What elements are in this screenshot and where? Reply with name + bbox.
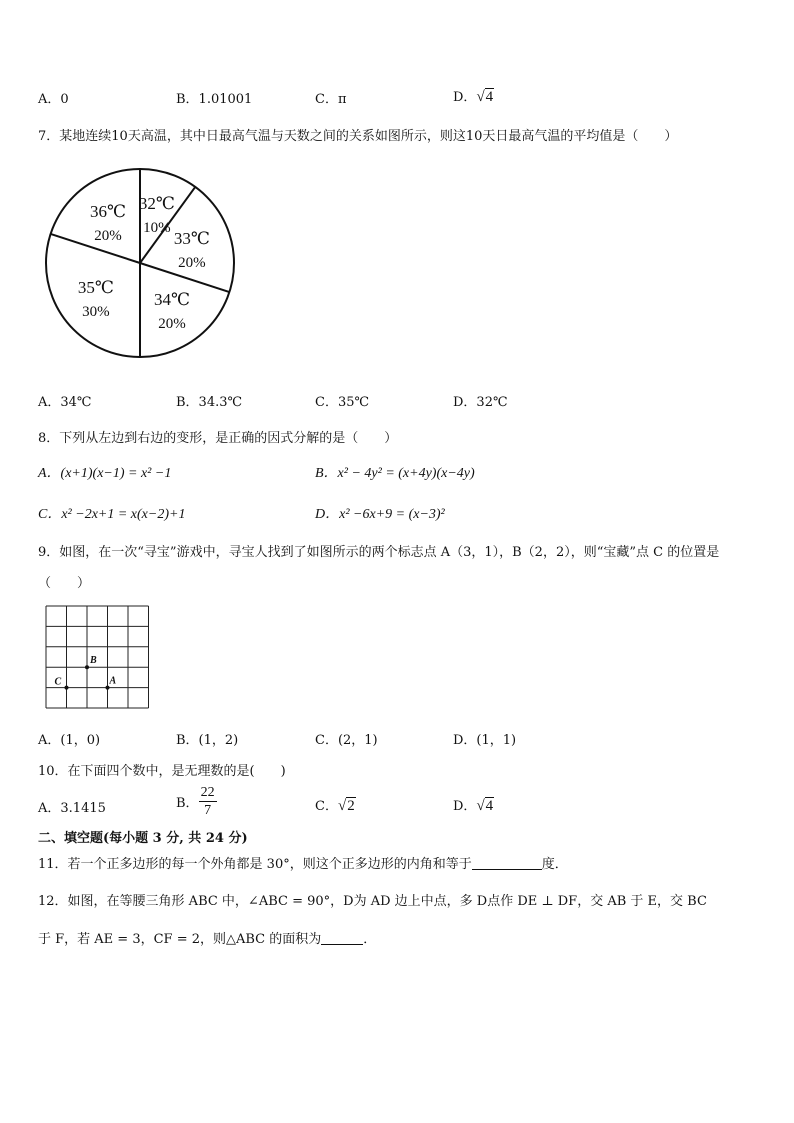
q6-option-d: D．√4 — [453, 89, 494, 105]
grid-point-label: C — [54, 676, 62, 688]
q7-option-b: B．34.3℃ — [176, 395, 243, 410]
grid-point-b — [85, 665, 89, 669]
q9-option-d: D．(1，1) — [453, 733, 517, 748]
q7-stem: 7．某地连续10天高温，其中日最高气温与天数之间的关系如图所示，则这10天日最高气温的平均值是（ ） — [38, 129, 678, 144]
pie-slice-percent: 20% — [94, 227, 122, 244]
q10-option-b: B． $\frac{22}{7}$ — [176, 785, 215, 818]
q6-option-b: B．1.01001 — [176, 92, 253, 107]
pie-slice-percent: 30% — [82, 304, 110, 321]
q10-option-c: C．√2 — [315, 798, 355, 814]
q6-option-c: C．π — [315, 92, 347, 107]
q7-option-d: D．32℃ — [453, 395, 508, 410]
q12-line2: 于 F，若 AE = 3，CF = 2，则△ABC 的面积为 ． — [38, 932, 377, 947]
q12-answer-blank — [321, 944, 363, 945]
pie-slice-label: 34℃ — [154, 290, 191, 310]
q10-option-a: A．3.1415 — [38, 801, 106, 816]
pie-slice-label: 35℃ — [77, 278, 114, 298]
grid-point-label: B — [90, 655, 97, 667]
q8-stem: 8．下列从左边到右边的变形，是正确的因式分解的是（ ） — [38, 431, 398, 446]
treasure-grid-figure — [44, 604, 154, 712]
q9-option-b: B．(1，2) — [176, 733, 239, 748]
q8-option-a: A．(x+1)(x−1) = x² −1 — [38, 466, 172, 481]
q9-stem-paren: （ ） — [38, 576, 91, 591]
q9-option-c: C．(2，1) — [315, 733, 378, 748]
q8-option-d: D．x² −6x+9 = (x−3)² — [315, 507, 445, 522]
temperature-pie-chart — [40, 160, 240, 365]
pie-slice-percent: 20% — [178, 255, 206, 272]
q10-option-d: D．√4 — [453, 798, 494, 814]
q9-stem: 9．如图，在一次“寻宝”游戏中，寻宝人找到了如图所示的两个标志点 A（3，1），B（2，2），则“宝藏”点 C 的位置是 — [38, 545, 720, 560]
q9-option-a: A．(1，0) — [38, 733, 101, 748]
section-heading: 二、填空题(每小题 3 分, 共 24 分) — [38, 831, 248, 846]
pie-slice-percent: 20% — [158, 316, 186, 333]
q11: 11．若一个正多边形的每一个外角都是 30°，则这个正多边形的内角和等于 度． — [38, 857, 568, 872]
q11-answer-blank — [472, 869, 542, 870]
q7-option-c: C．35℃ — [315, 395, 370, 410]
grid-point-label: A — [109, 675, 117, 687]
q7-option-a: A．34℃ — [38, 395, 92, 410]
pie-slice-label: 36℃ — [89, 201, 126, 221]
q8-option-c: C．x² −2x+1 = x(x−2)+1 — [38, 507, 186, 522]
q8-option-b: B．x² − 4y² = (x+4y)(x−4y) — [315, 466, 475, 481]
pie-slice-percent: 10% — [143, 220, 171, 237]
q6-option-a: A．0 — [38, 92, 69, 107]
pie-slice-label: 33℃ — [173, 229, 210, 249]
q12-line1: 12．如图，在等腰三角形 ABC 中，∠ABC = 90°，D为 AD 边上中点，多 D点作 DE ⊥ DF，交 AB 于 E，交 BC — [38, 894, 707, 909]
pie-slice-label: 32℃ — [138, 194, 175, 214]
grid-point-c — [65, 686, 69, 690]
q10-stem: 10．在下面四个数中，是无理数的是( ) — [38, 764, 286, 779]
